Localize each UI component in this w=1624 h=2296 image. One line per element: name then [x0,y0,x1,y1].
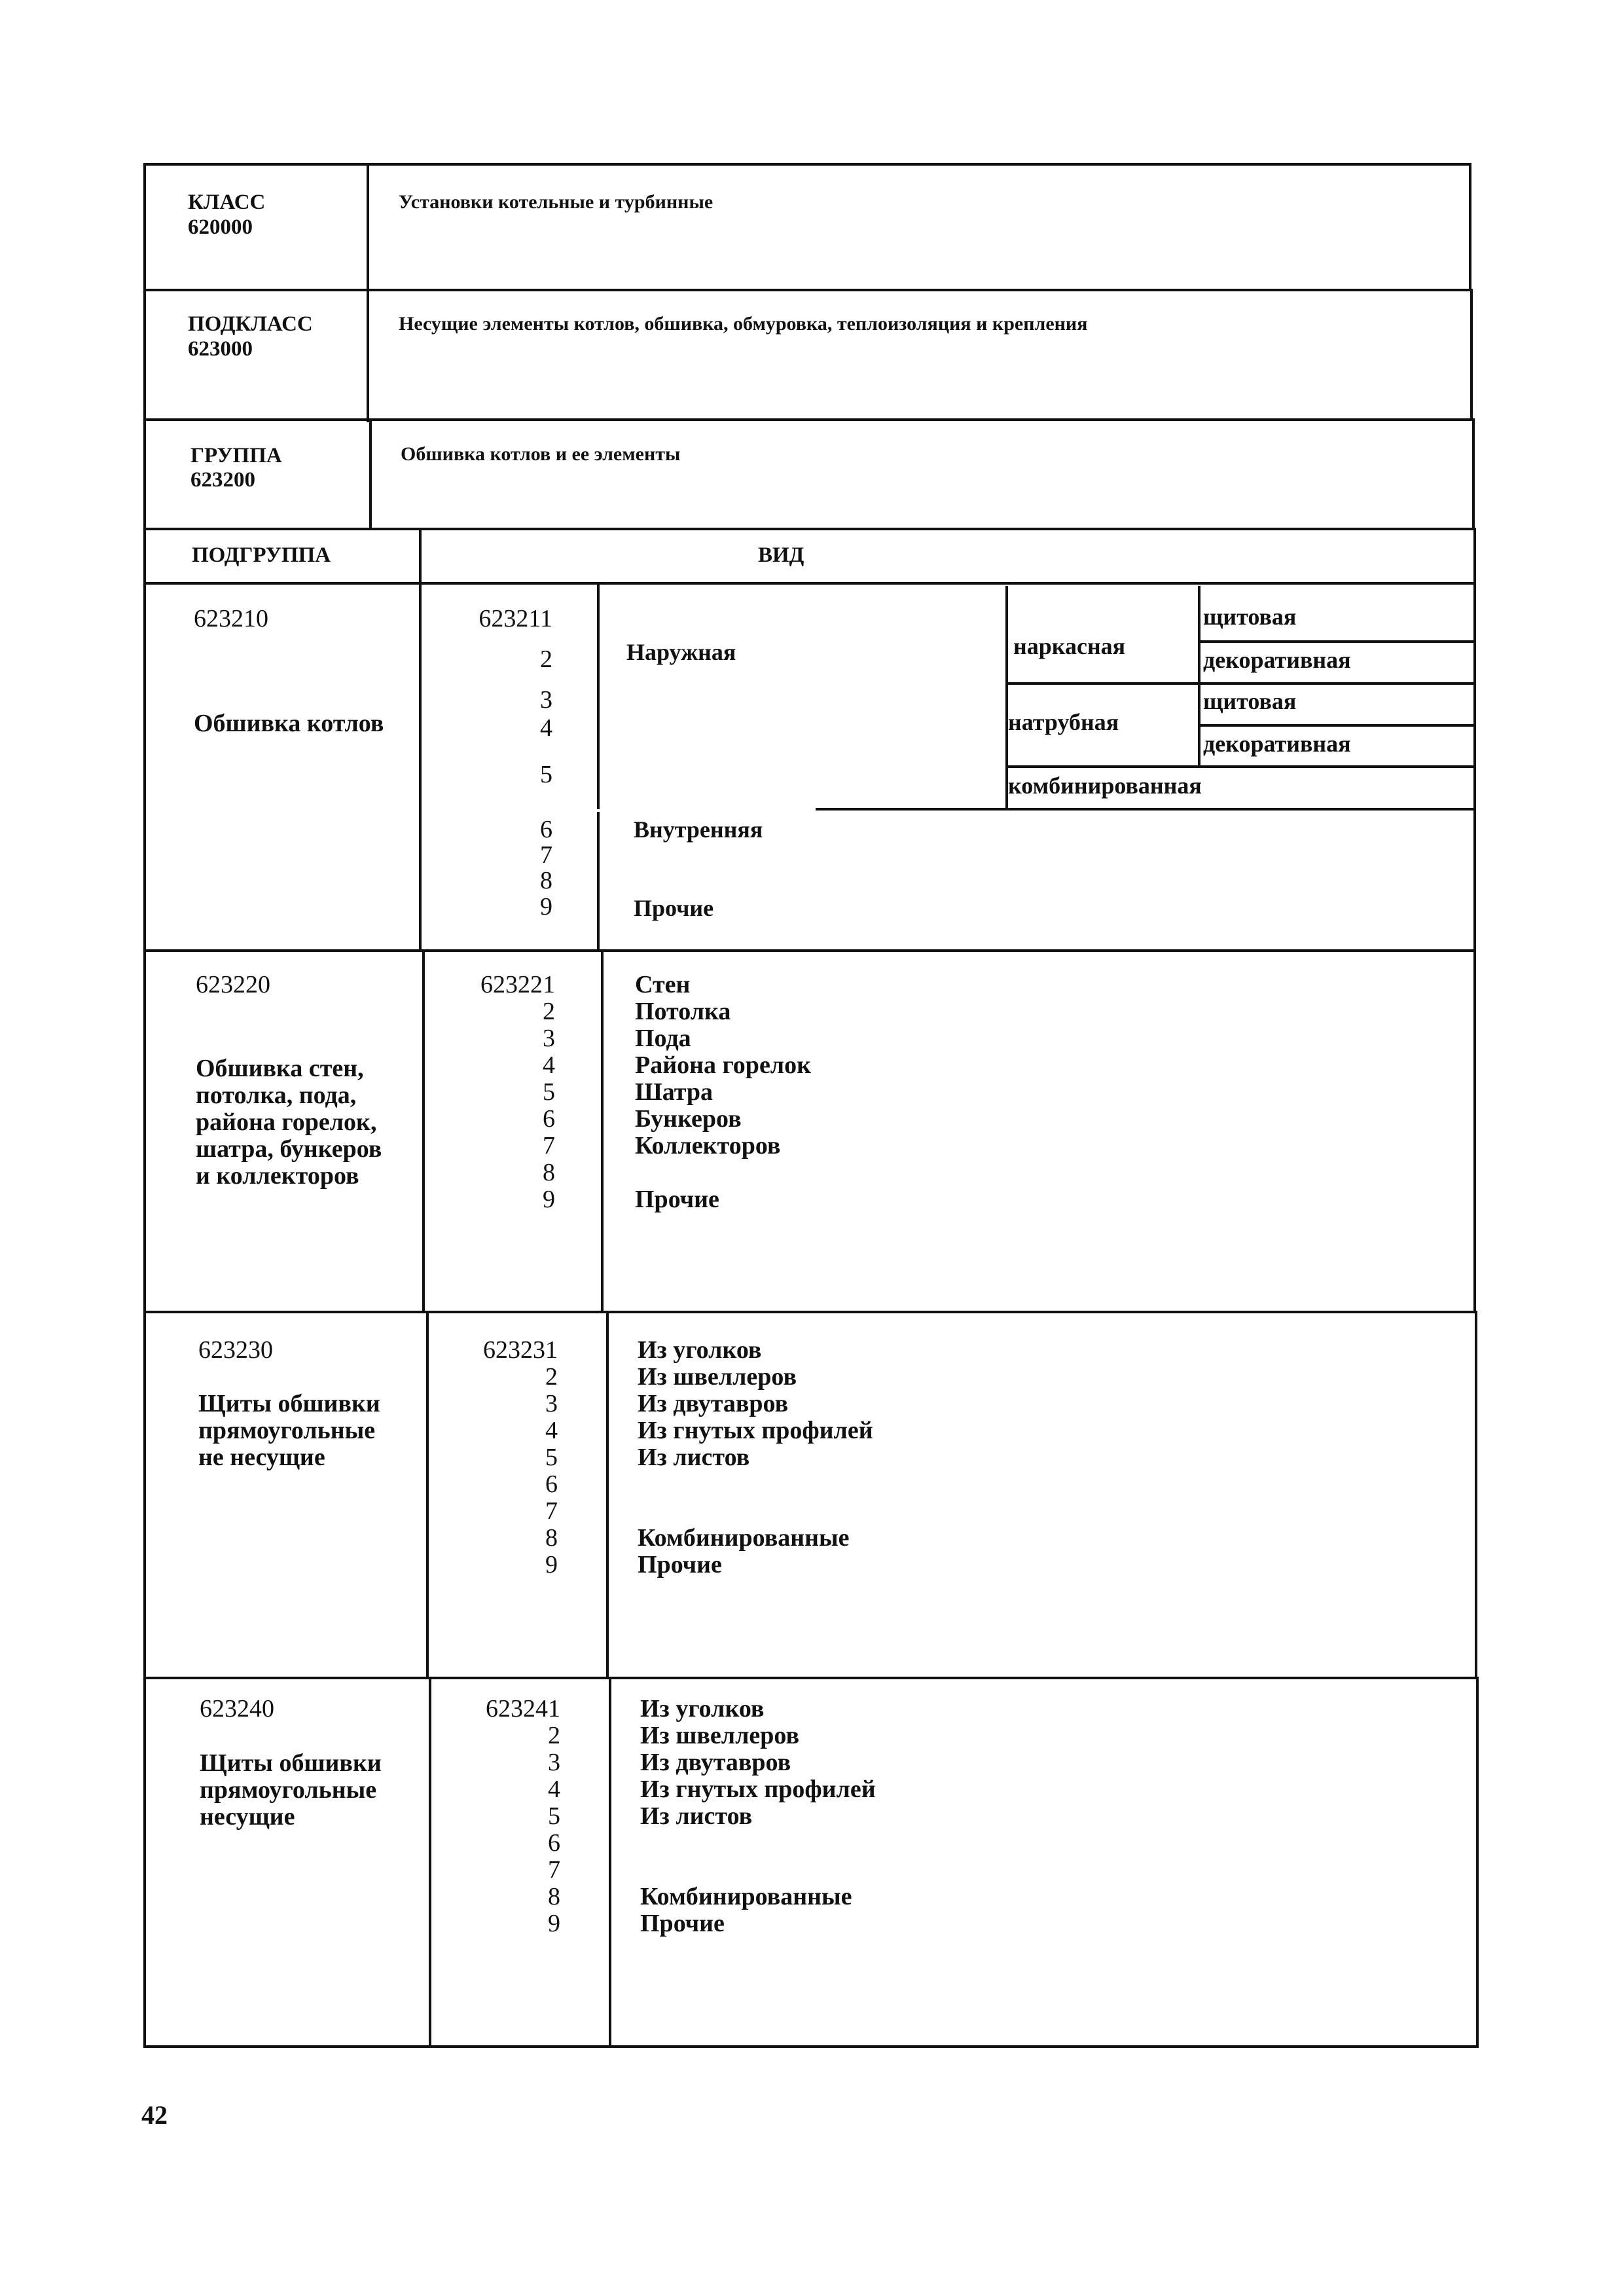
kind-code: 9 [543,1186,555,1213]
subgroup-title: Обшивка стен, потолка, пода, района горелок, шатра, бункеров и коллекторов [196,1055,382,1190]
rule [143,163,146,2048]
rule [597,582,600,951]
kind-pipe-item: декоративная [1203,731,1351,757]
subgroup-title: Щиты обшивки прямоугольные не несущие [198,1390,380,1471]
kind-item: Из уголков [638,1336,762,1364]
kind-code: 2 [543,998,555,1025]
rule [143,418,1473,421]
kind-code: 3 [543,1025,555,1052]
kind-code: 5 [540,761,552,788]
kind-code: 6 [540,816,552,843]
rule [597,809,813,812]
kind-item: Района горелок [635,1051,812,1079]
kind-item: Из двутавров [638,1390,789,1417]
subgroup-code: 623220 [196,971,270,998]
subclass-code: 623000 [188,337,253,361]
rule [1475,1311,1477,1679]
rule [609,1677,611,2048]
kind-item: Коллекторов [635,1132,781,1159]
rule [369,418,372,530]
rule [1005,765,1475,768]
kind-frame-item: щитовая [1203,604,1297,630]
kind-code: 7 [545,1497,558,1525]
kind-code: 7 [540,841,552,869]
subclass-label: ПОДКЛАСС [188,312,313,336]
rule [429,1677,431,2048]
kind-code: 2 [545,1363,558,1391]
rule [1198,640,1475,643]
kind-item: Бункеров [635,1105,742,1133]
kind-code: 5 [545,1444,558,1471]
kind-code: 5 [548,1802,560,1830]
kind-inner: Внутренняя [634,816,763,843]
kind-frame-item: декоративная [1203,647,1351,673]
rule [426,1311,429,1679]
rule [143,1311,1476,1313]
kind-code: 4 [540,714,552,742]
page-number: 42 [141,2100,168,2130]
rule [145,1677,1477,1679]
kind-outer: Наружная [626,639,736,665]
rule [419,528,422,951]
rule [143,582,1475,585]
kind-item: Из листов [638,1444,750,1471]
class-description: Установки котельные и турбинные [399,191,713,213]
rule [143,949,1475,952]
rule [606,1311,609,1679]
kind-code: 6 [545,1470,558,1498]
kind-code: 3 [548,1749,560,1776]
kind-item: Прочие [638,1551,722,1578]
kind-item: Из листов [640,1802,753,1830]
kind-code: 623231 [483,1336,558,1364]
kind-item: Из швеллеров [640,1722,800,1749]
kind-item: Потолка [635,998,731,1025]
kind-frame: наркасная [1013,633,1126,659]
column-subgroup: ПОДГРУППА [192,543,331,567]
rule [422,949,425,1313]
class-code: 620000 [188,215,253,239]
rule [816,808,1475,811]
kind-code: 8 [543,1159,555,1186]
kind-code: 2 [540,646,552,673]
kind-code: 4 [543,1051,555,1079]
column-kind: ВИД [758,543,804,567]
kind-code: 2 [548,1722,560,1749]
subgroup-code: 623230 [198,1336,273,1364]
rule [143,528,1475,530]
rule [1476,1677,1479,2048]
subgroup-code: 623210 [194,605,268,632]
kind-code: 6 [548,1829,560,1857]
group-code: 623200 [190,468,255,492]
kind-code: 7 [543,1132,555,1159]
kind-item: Из гнутых профилей [640,1776,876,1803]
kind-pipe-item: щитовая [1203,688,1297,714]
kind-item: Комбинированные [640,1883,852,1910]
kind-item: Из швеллеров [638,1363,797,1391]
kind-item: Пода [635,1025,691,1052]
kind-code: 9 [545,1551,558,1578]
rule [1469,163,1471,291]
kind-other: Прочие [634,895,714,921]
subgroup-code: 623240 [200,1695,274,1722]
kind-code: 9 [540,893,552,920]
kind-code: 4 [548,1776,560,1803]
kind-code: 623221 [480,971,555,998]
rule [1472,418,1475,530]
kind-item: Прочие [640,1910,725,1937]
rule [367,163,369,422]
kind-code: 7 [548,1856,560,1884]
kind-code: 4 [545,1417,558,1444]
kind-item: Комбинированные [638,1524,850,1552]
kind-code: 9 [548,1910,560,1937]
rule [601,949,604,1313]
kind-code: 8 [545,1524,558,1552]
rule [145,2045,1479,2048]
kind-code: 8 [548,1883,560,1910]
rule [1473,528,1476,1313]
kind-code: 3 [545,1390,558,1417]
class-label: КЛАСС [188,191,266,214]
kind-code: 623241 [486,1695,560,1722]
rule [1198,682,1475,685]
rule [1470,289,1473,421]
kind-item: Из уголков [640,1695,765,1722]
rule [143,163,1471,166]
rule [1198,724,1475,727]
subclass-description: Несущие элементы котлов, обшивка, обмуровка, теплоизоляция и крепления [399,313,1088,335]
subgroup-title: Щиты обшивки прямоугольные несущие [200,1749,382,1831]
kind-code: 5 [543,1078,555,1106]
kind-item: Прочие [635,1186,719,1213]
kind-item: Шатра [635,1078,713,1106]
kind-item: Из гнутых профилей [638,1417,873,1444]
kind-code: 3 [540,686,552,714]
kind-item: Стен [635,971,691,998]
rule [143,289,1472,291]
kind-code: 6 [543,1105,555,1133]
kind-item: Из двутавров [640,1749,791,1776]
group-label: ГРУППА [190,444,282,467]
rule [1005,682,1199,685]
kind-pipe: натрубная [1008,709,1119,735]
group-description: Обшивка котлов и ее элементы [401,443,681,465]
kind-combined: комбинированная [1008,773,1202,799]
rule [1198,586,1200,767]
kind-code: 623211 [478,605,552,632]
subgroup-title: Обшивка котлов [194,710,384,737]
kind-code: 8 [540,867,552,894]
